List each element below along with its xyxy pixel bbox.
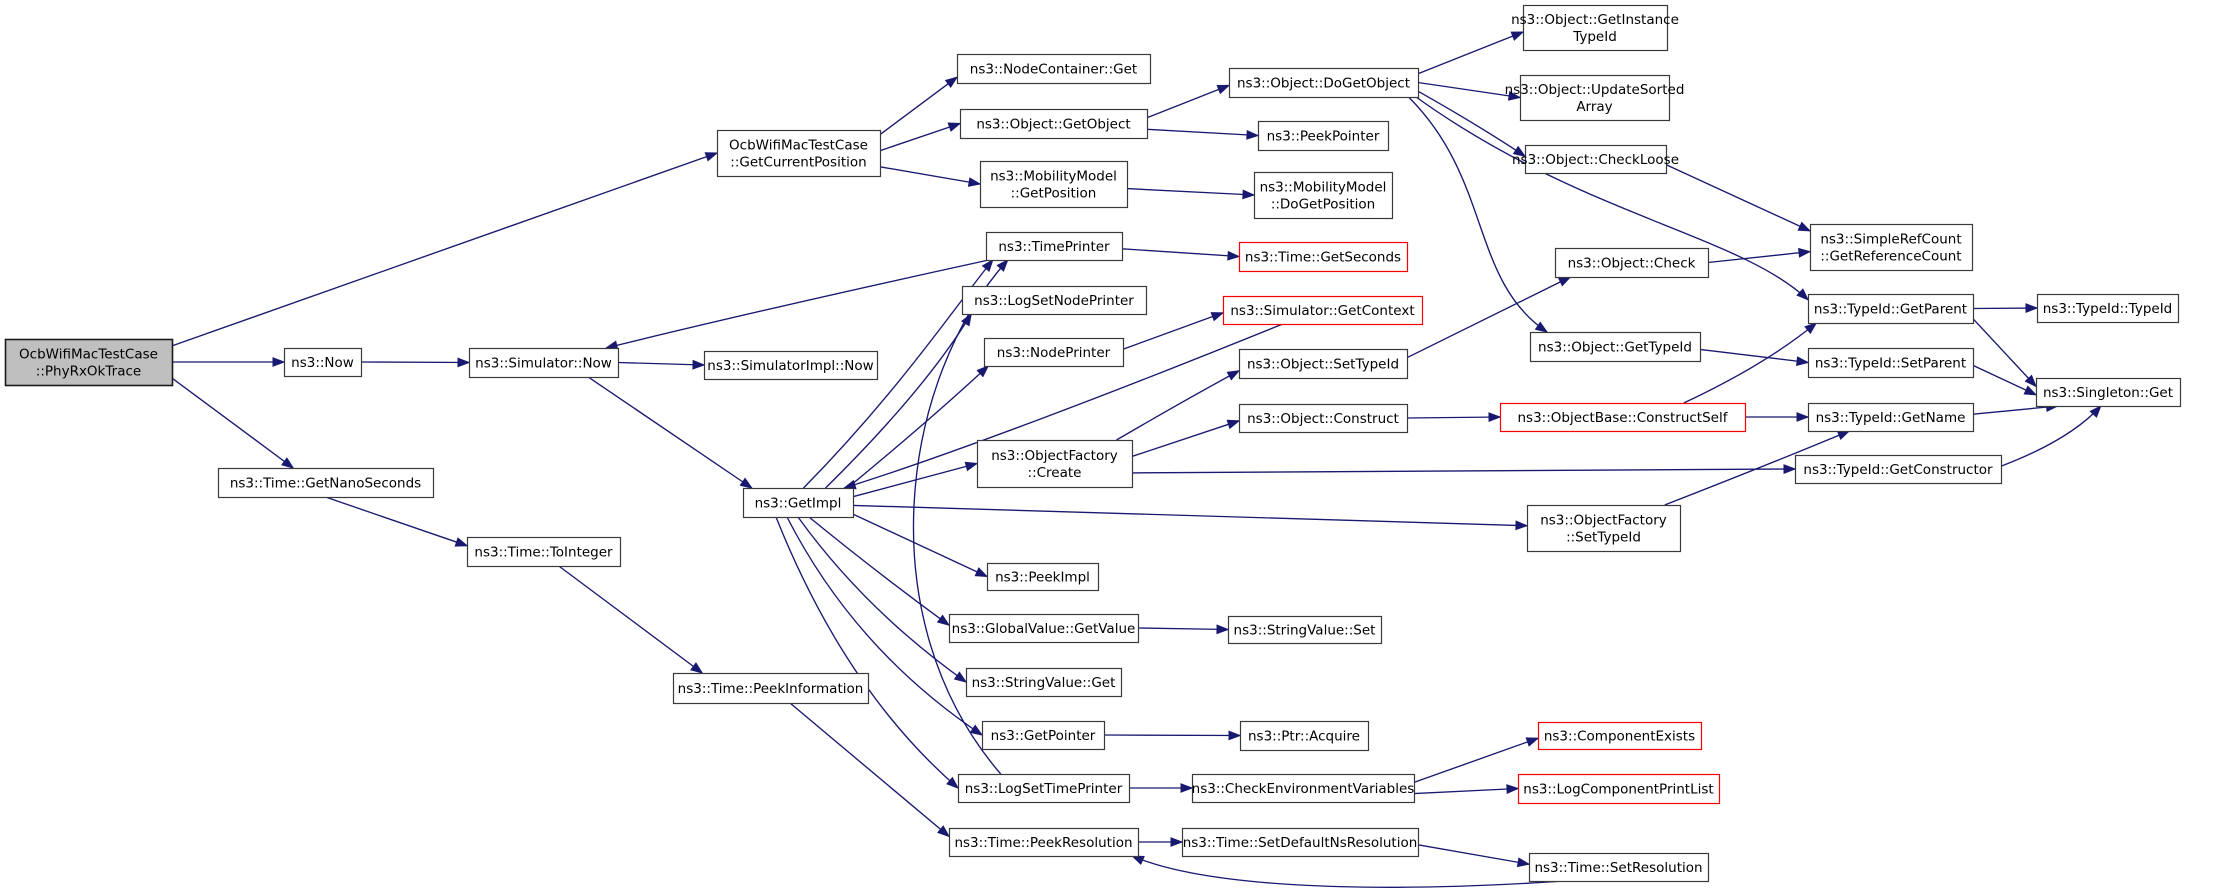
- node-sinow[interactable]: [705, 352, 878, 380]
- edge-snow-gi: [588, 377, 752, 488]
- node-dgo[interactable]: [1230, 69, 1419, 98]
- arrowhead-icon: [1536, 322, 1547, 332]
- node-label: ns3::ObjectFactory ::SetTypeId: [1540, 512, 1667, 546]
- node-gp[interactable]: [983, 722, 1105, 750]
- node-tti[interactable]: [468, 538, 621, 567]
- edge-gcp-mgp: [880, 167, 980, 186]
- node-label: ns3::Object::Check: [1567, 255, 1696, 272]
- node-svg[interactable]: [967, 669, 1122, 697]
- node-tsr[interactable]: [1530, 854, 1709, 882]
- arrowhead-icon: [1211, 313, 1223, 321]
- node-tgp[interactable]: [1809, 295, 1974, 324]
- edge-oc-ocs: [1407, 413, 1500, 421]
- arrowhead-icon: [1516, 521, 1527, 529]
- node-ocs[interactable]: [1501, 404, 1746, 432]
- arrowhead-icon: [1228, 252, 1239, 260]
- node-oc[interactable]: [1240, 405, 1408, 433]
- node-ochk[interactable]: [1556, 249, 1709, 278]
- node-label: ns3::Time::PeekInformation: [677, 680, 864, 697]
- node-label: ns3::TypeId::SetParent: [1814, 355, 1967, 372]
- node-lsnp[interactable]: [963, 287, 1147, 315]
- node-cev[interactable]: [1192, 775, 1415, 803]
- node-ce[interactable]: [1539, 723, 1702, 750]
- node-label: ns3::LogSetNodePrinter: [974, 292, 1134, 309]
- edge-gi-gvgv: [809, 517, 949, 625]
- node-mdgp[interactable]: [1255, 173, 1393, 219]
- edge-tp-snow: [606, 260, 989, 349]
- node-label: ns3::Time::ToInteger: [474, 544, 613, 561]
- arrowhead-icon: [2026, 304, 2037, 312]
- edge-lstp-cev: [1129, 784, 1192, 792]
- node-gi[interactable]: [744, 489, 854, 518]
- node-svs[interactable]: [1229, 617, 1382, 644]
- node-ogt[interactable]: [1531, 333, 1701, 362]
- node-tgc[interactable]: [1796, 456, 2002, 484]
- node-sg[interactable]: [2037, 379, 2181, 407]
- node-label: ns3::PeekPointer: [1266, 128, 1380, 145]
- node-pp[interactable]: [1259, 122, 1389, 151]
- node-snow[interactable]: [470, 349, 619, 378]
- node-phy[interactable]: [6, 340, 173, 386]
- node-label: ns3::Object::SetTypeId: [1246, 356, 1400, 373]
- arrowhead-icon: [455, 538, 467, 546]
- node-label: ns3::Simulator::Now: [475, 355, 612, 372]
- arrowhead-icon: [691, 663, 702, 673]
- node-label: ns3::StringValue::Set: [1233, 622, 1376, 639]
- node-label: ns3::MobilityModel ::GetPosition: [990, 168, 1117, 202]
- node-label: ns3::Ptr::Acquire: [1248, 728, 1360, 745]
- node-tpi[interactable]: [674, 674, 869, 704]
- node-label: ns3::TypeId::GetParent: [1813, 301, 1968, 318]
- node-label: ns3::Time::SetResolution: [1534, 859, 1703, 876]
- node-src[interactable]: [1811, 225, 1973, 271]
- edge-gi-pi: [853, 514, 987, 576]
- node-label: ns3::Time::GetNanoSeconds: [229, 475, 422, 492]
- edge-dgo-ocl: [1418, 91, 1525, 156]
- edge-ochk-src: [1708, 249, 1810, 263]
- arrowhead-icon: [1784, 465, 1795, 473]
- arrowhead-icon: [273, 358, 284, 366]
- arrowhead-icon: [1243, 190, 1254, 198]
- arrowhead-icon: [946, 77, 957, 87]
- arrowhead-icon: [1171, 838, 1182, 846]
- edge-phy-now: [172, 358, 284, 366]
- arrowhead-icon: [705, 153, 717, 161]
- node-ousa[interactable]: [1505, 76, 1685, 121]
- node-label: ns3::TypeId::GetConstructor: [1803, 461, 1993, 478]
- edge-tgp-sg: [1973, 319, 2036, 387]
- arrowhead-icon: [1507, 785, 1518, 793]
- edge-gvgv-svs: [1138, 625, 1228, 633]
- node-label: ns3::ComponentExists: [1543, 728, 1696, 745]
- edge-now-snow: [361, 358, 469, 366]
- arrowhead-icon: [1517, 858, 1529, 866]
- edge-gcp-ogo: [880, 123, 960, 151]
- node-tgn[interactable]: [1809, 404, 1974, 432]
- node-ost[interactable]: [1240, 350, 1408, 379]
- edge-ocl-src: [1666, 165, 1810, 231]
- edge-tsdnr-tsr: [1418, 845, 1529, 867]
- edge-phy-gcp: [172, 153, 717, 346]
- node-label: ns3::Time::GetSeconds: [1244, 249, 1402, 266]
- edge-mgp-mdgp: [1127, 189, 1254, 199]
- node-label: ns3::CheckEnvironmentVariables: [1191, 780, 1415, 797]
- node-label: ns3::TypeId::TypeId: [2042, 300, 2173, 317]
- edge-ogo-dgo: [1147, 85, 1229, 117]
- arrowhead-icon: [938, 615, 949, 625]
- node-label: ns3::Time::PeekResolution: [954, 834, 1133, 851]
- node-label: ns3::GlobalValue::GetValue: [951, 620, 1136, 637]
- node-label: ns3::LogSetTimePrinter: [964, 780, 1123, 797]
- node-label: ns3::Time::SetDefaultNsResolution: [1182, 834, 1418, 851]
- arrowhead-icon: [968, 178, 980, 186]
- node-ocl[interactable]: [1512, 146, 1679, 174]
- arrowhead-icon: [1798, 222, 1810, 230]
- node-label: ns3::MobilityModel ::DoGetPosition: [1259, 179, 1387, 213]
- arrowhead-icon: [1799, 249, 1810, 257]
- node-label: ns3::Object::Construct: [1247, 410, 1399, 427]
- arrowhead-icon: [1227, 371, 1239, 380]
- edge-ogt-tsp: [1700, 349, 1808, 365]
- node-label: ns3::NodeContainer::Get: [969, 61, 1138, 78]
- edge-tgns-tti: [326, 497, 468, 546]
- node-label: OcbWifiMacTestCase ::PhyRxOkTrace: [19, 346, 158, 380]
- arrowhead-icon: [1132, 856, 1144, 864]
- node-label: ns3::Simulator::GetContext: [1230, 302, 1415, 319]
- node-label: ns3::GetPointer: [990, 727, 1096, 744]
- node-label: ns3::LogComponentPrintList: [1523, 781, 1714, 798]
- node-label: OcbWifiMacTestCase ::GetCurrentPosition: [729, 137, 868, 171]
- arrowhead-icon: [1489, 413, 1500, 421]
- edge-cev-lcpl: [1414, 785, 1518, 794]
- node-label: ns3::Singleton::Get: [2042, 384, 2174, 401]
- arrowhead-icon: [282, 458, 293, 468]
- node-label: ns3::StringValue::Get: [971, 674, 1116, 691]
- node-tsdnr[interactable]: [1183, 829, 1419, 857]
- arrowhead-icon: [1837, 431, 1849, 439]
- node-label: ns3::Now: [291, 354, 354, 371]
- node-label: ns3::SimpleRefCount ::GetReferenceCount: [1820, 231, 1962, 265]
- edge-tpr-tsdnr: [1138, 838, 1182, 846]
- node-tp[interactable]: [987, 233, 1123, 261]
- edge-gi-ofst: [853, 505, 1527, 529]
- edge-gcp-ncg: [880, 77, 957, 134]
- edge-tsr-tpr: [1132, 856, 1564, 887]
- edge-tgp-tt: [1973, 304, 2037, 312]
- node-label: ns3::TimePrinter: [998, 238, 1110, 255]
- edge-gi-lstp: [776, 517, 958, 788]
- node-pa[interactable]: [1241, 722, 1369, 751]
- node-lstp[interactable]: [959, 775, 1130, 803]
- edge-tgc-sg: [2001, 406, 2101, 466]
- node-ofst[interactable]: [1528, 506, 1681, 552]
- edge-snow-sinow: [618, 360, 704, 368]
- node-gcp[interactable]: [718, 131, 881, 177]
- arrowhead-icon: [1229, 731, 1240, 739]
- arrowhead-icon: [458, 358, 469, 366]
- edge-ofc-oc: [1132, 420, 1239, 456]
- arrowhead-icon: [1797, 289, 1808, 300]
- arrowhead-icon: [1247, 131, 1258, 139]
- node-ncg[interactable]: [958, 55, 1151, 84]
- edge-phy-tgns: [172, 378, 293, 468]
- node-ofc[interactable]: [978, 441, 1133, 488]
- edge-tp-gs: [1122, 249, 1239, 260]
- node-label: ns3::PeekImpl: [995, 569, 1090, 586]
- arrowhead-icon: [2024, 386, 2036, 394]
- arrowhead-icon: [1805, 323, 1816, 333]
- nodes-layer: [6, 6, 2181, 882]
- arrowhead-icon: [740, 478, 751, 488]
- node-label: ns3::NodePrinter: [996, 344, 1111, 361]
- arrowhead-icon: [1559, 277, 1571, 286]
- node-pi[interactable]: [988, 564, 1099, 591]
- edge-ogo-pp: [1147, 129, 1258, 139]
- node-label: ns3::Object::CheckLoose: [1511, 151, 1680, 168]
- arrowhead-icon: [1511, 32, 1523, 40]
- arrowhead-icon: [1181, 784, 1192, 792]
- edge-tpi-tpr: [790, 703, 949, 836]
- node-ogit[interactable]: [1511, 6, 1679, 51]
- node-label: ns3::GetImpl: [754, 495, 842, 512]
- edge-dgo-ogit: [1418, 32, 1523, 74]
- node-label: ns3::Object::UpdateSorted Array: [1504, 81, 1685, 115]
- node-ogo[interactable]: [961, 110, 1148, 139]
- edge-ofc-tgc: [1132, 465, 1795, 473]
- node-mgp[interactable]: [981, 162, 1128, 208]
- arrowhead-icon: [1797, 413, 1808, 421]
- node-label: ns3::ObjectBase::ConstructSelf: [1517, 409, 1728, 426]
- node-tt[interactable]: [2038, 295, 2179, 323]
- edge-tti-tpi: [559, 566, 702, 673]
- node-gs[interactable]: [1240, 243, 1408, 272]
- node-lcpl[interactable]: [1519, 775, 1720, 804]
- arrowhead-icon: [975, 568, 987, 576]
- node-gvgv[interactable]: [950, 615, 1139, 643]
- node-tsp[interactable]: [1809, 349, 1974, 378]
- arrowhead-icon: [693, 360, 704, 368]
- node-tpr[interactable]: [950, 829, 1139, 857]
- edge-gp-pa: [1104, 731, 1240, 739]
- node-tgns[interactable]: [219, 469, 434, 498]
- edge-dgo-ogt: [1409, 97, 1547, 332]
- arrowhead-icon: [971, 725, 982, 735]
- node-label: ns3::ObjectFactory ::Create: [991, 447, 1118, 481]
- node-label: ns3::Object::DoGetObject: [1236, 75, 1411, 92]
- node-label: ns3::Object::GetInstance TypeId: [1511, 11, 1679, 45]
- node-now[interactable]: [285, 349, 362, 377]
- edge-np-sgc: [1123, 313, 1223, 350]
- arrowhead-icon: [1227, 420, 1239, 428]
- node-sgc[interactable]: [1224, 297, 1423, 325]
- node-np[interactable]: [985, 339, 1124, 367]
- edge-ofc-ost: [1117, 371, 1240, 440]
- arrowhead-icon: [965, 462, 977, 470]
- arrowhead-icon: [1217, 625, 1228, 633]
- arrowhead-icon: [1797, 357, 1808, 365]
- node-label: ns3::Object::GetTypeId: [1538, 339, 1692, 356]
- arrowhead-icon: [955, 672, 966, 682]
- arrowhead-icon: [1217, 85, 1229, 93]
- node-label: ns3::SimulatorImpl::Now: [707, 357, 874, 374]
- node-label: ns3::Object::GetObject: [976, 116, 1131, 133]
- arrowhead-icon: [1526, 738, 1538, 746]
- edge-gi-svg: [798, 517, 966, 682]
- arrowhead-icon: [948, 123, 960, 131]
- node-label: ns3::TypeId::GetName: [1815, 409, 1966, 426]
- edge-ocs-tgn: [1745, 413, 1808, 421]
